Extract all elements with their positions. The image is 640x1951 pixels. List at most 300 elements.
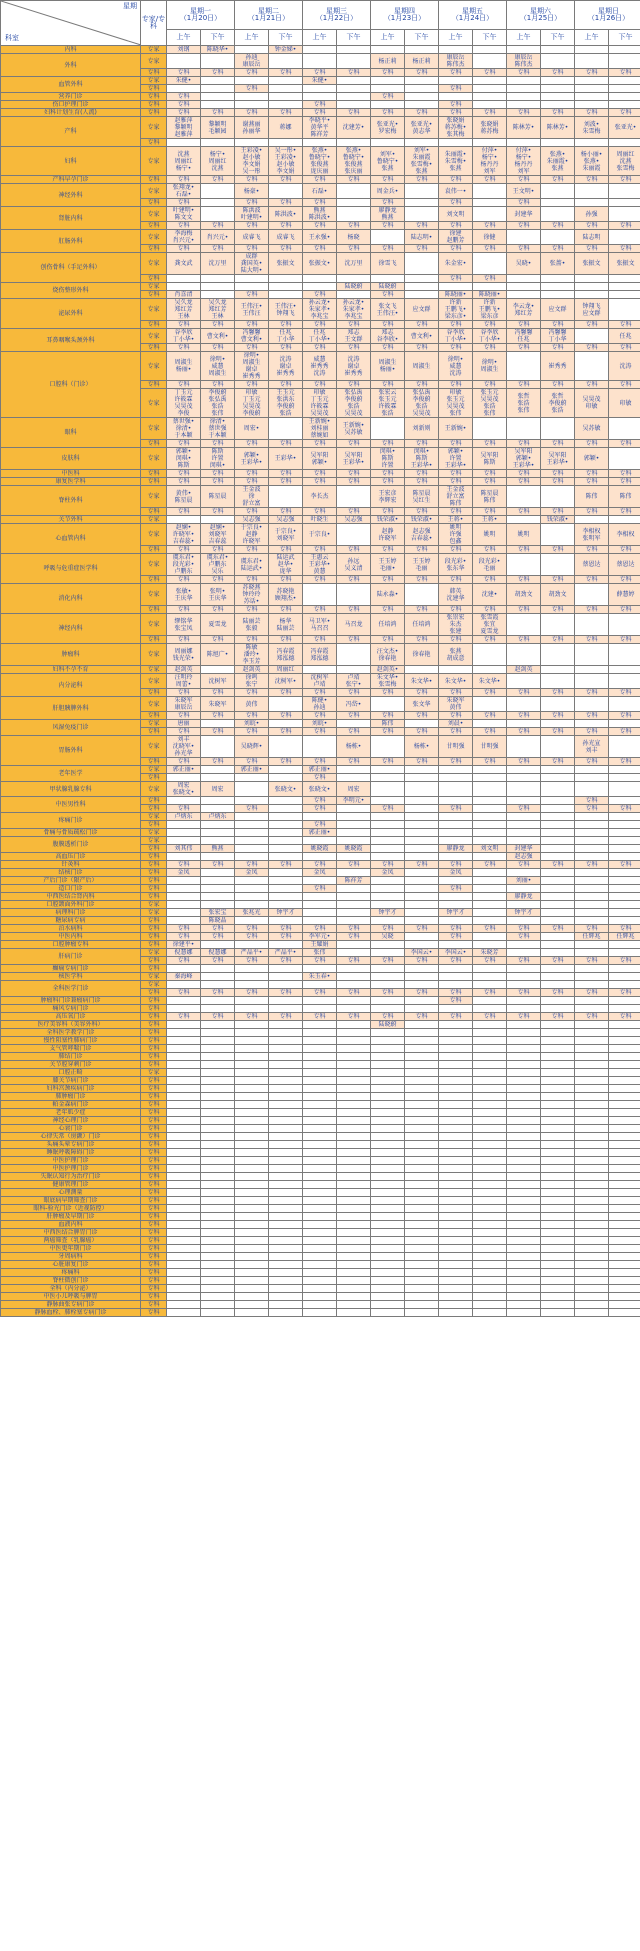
schedule-cell — [609, 1101, 640, 1109]
schedule-cell — [371, 845, 405, 853]
department-cell: 心衰门诊 — [1, 1125, 141, 1133]
schedule-cell — [303, 813, 337, 821]
schedule-cell — [609, 901, 640, 909]
schedule-cell: 专科 — [405, 440, 439, 448]
schedule-cell — [609, 1149, 640, 1157]
schedule-cell: 专科 — [235, 606, 269, 614]
schedule-cell — [473, 973, 507, 981]
table-row — [1, 101, 640, 109]
schedule-cell — [541, 1157, 575, 1165]
schedule-cell — [337, 1205, 371, 1213]
department-cell: 脊柱外科 — [1, 486, 141, 516]
pm-header: 下午 — [337, 30, 371, 46]
schedule-cell: 徐春艳 — [405, 644, 439, 666]
schedule-cell: 钱荣淑• — [405, 516, 439, 524]
schedule-cell — [541, 1077, 575, 1085]
schedule-cell — [371, 885, 405, 893]
schedule-cell — [405, 1061, 439, 1069]
schedule-cell: 冯岱• — [337, 697, 371, 712]
schedule-cell — [541, 1293, 575, 1301]
clinic-type-cell: 专科 — [141, 1157, 167, 1165]
schedule-cell: 专科 — [473, 989, 507, 997]
schedule-cell: 专科 — [303, 576, 337, 584]
schedule-cell — [575, 77, 609, 85]
clinic-type-cell: 专家 — [141, 644, 167, 666]
schedule-cell — [541, 1245, 575, 1253]
schedule-cell — [507, 1069, 541, 1077]
schedule-cell — [167, 821, 201, 829]
schedule-cell — [167, 1117, 201, 1125]
schedule-cell — [439, 837, 473, 845]
schedule-cell — [269, 901, 303, 909]
schedule-cell — [371, 1221, 405, 1229]
table-row — [1, 981, 640, 989]
schedule-cell — [507, 1309, 541, 1317]
clinic-type-cell: 专家 — [141, 77, 167, 85]
schedule-cell — [541, 1117, 575, 1125]
schedule-cell — [507, 77, 541, 85]
schedule-cell: 严晶平• — [235, 949, 269, 957]
schedule-cell — [269, 720, 303, 728]
schedule-cell: 专科 — [507, 321, 541, 329]
schedule-cell — [405, 1157, 439, 1165]
schedule-cell — [507, 1037, 541, 1045]
schedule-cell — [303, 1029, 337, 1037]
table-row — [1, 77, 640, 85]
schedule-cell — [303, 1045, 337, 1053]
schedule-cell: 孙强 — [575, 207, 609, 222]
schedule-cell — [167, 85, 201, 93]
schedule-cell: 专科 — [609, 546, 640, 554]
schedule-cell: 专科 — [575, 109, 609, 117]
schedule-cell: 杨正莉 — [371, 54, 405, 69]
schedule-cell: 姚明 — [507, 524, 541, 546]
schedule-cell — [235, 1165, 269, 1173]
schedule-cell: 专科 — [473, 689, 507, 697]
schedule-cell — [405, 253, 439, 275]
schedule-cell — [507, 837, 541, 845]
schedule-cell — [337, 1077, 371, 1085]
schedule-cell — [575, 1285, 609, 1293]
schedule-cell — [167, 283, 201, 291]
schedule-cell — [405, 933, 439, 941]
table-row — [1, 909, 640, 917]
schedule-cell — [269, 1061, 303, 1069]
department-cell: 肝胆胰脾外科 — [1, 697, 141, 720]
schedule-cell — [201, 1021, 235, 1029]
schedule-cell — [439, 139, 473, 147]
day-header — [507, 1, 575, 30]
schedule-cell — [507, 418, 541, 440]
schedule-cell — [507, 486, 541, 508]
schedule-cell — [609, 184, 640, 199]
department-cell: 胃肠外科 — [1, 736, 141, 766]
schedule-cell — [439, 901, 473, 909]
schedule-cell: 专科 — [405, 69, 439, 77]
schedule-cell: 专科 — [541, 957, 575, 965]
schedule-cell: 王玉婷 毛丽 — [405, 554, 439, 576]
schedule-cell — [507, 1237, 541, 1245]
schedule-cell: 专科 — [609, 606, 640, 614]
schedule-cell — [507, 813, 541, 821]
clinic-type-cell: 专科 — [141, 576, 167, 584]
schedule-cell — [201, 1157, 235, 1165]
schedule-cell: 专科 — [507, 222, 541, 230]
schedule-cell: 肖喜清 — [167, 291, 201, 299]
schedule-cell: 专科 — [269, 546, 303, 554]
schedule-cell — [541, 1149, 575, 1157]
schedule-cell — [371, 46, 405, 54]
schedule-cell — [167, 1069, 201, 1077]
schedule-cell: 专科 — [235, 478, 269, 486]
schedule-cell — [235, 821, 269, 829]
table-row — [1, 1173, 640, 1181]
schedule-cell — [201, 85, 235, 93]
table-row — [1, 554, 640, 576]
schedule-cell — [473, 1045, 507, 1053]
clinic-type-cell: 专科 — [141, 712, 167, 720]
schedule-cell — [473, 821, 507, 829]
schedule-cell: 专科 — [235, 576, 269, 584]
schedule-cell — [541, 949, 575, 957]
schedule-cell: 冯馨馨 曹文利• — [235, 329, 269, 344]
schedule-cell — [371, 1245, 405, 1253]
schedule-cell — [473, 85, 507, 93]
schedule-cell — [201, 1253, 235, 1261]
schedule-cell — [371, 1301, 405, 1309]
schedule-cell — [201, 736, 235, 758]
schedule-cell: 徐健 — [473, 230, 507, 245]
schedule-cell — [269, 275, 303, 283]
clinic-type-cell: 专科 — [141, 1301, 167, 1309]
schedule-cell — [575, 1277, 609, 1285]
schedule-cell — [609, 1141, 640, 1149]
table-row — [1, 1013, 640, 1021]
schedule-cell — [269, 1197, 303, 1205]
schedule-cell: 孙云龙• 朱家孝• 李兆宝 — [303, 299, 337, 321]
schedule-cell — [337, 93, 371, 101]
schedule-cell: 专科 — [609, 1013, 640, 1021]
schedule-cell — [337, 1021, 371, 1029]
schedule-cell: 专科 — [167, 199, 201, 207]
schedule-cell — [609, 813, 640, 821]
department-cell: 皮肤科 — [1, 448, 141, 470]
clinic-type-cell: 专科 — [141, 1109, 167, 1117]
schedule-cell — [473, 1077, 507, 1085]
schedule-cell — [371, 837, 405, 845]
schedule-cell — [439, 1037, 473, 1045]
clinic-type-cell: 专科 — [141, 636, 167, 644]
schedule-cell: 吴晓辉• — [235, 736, 269, 758]
schedule-cell: 专科 — [201, 728, 235, 736]
table-row — [1, 1093, 640, 1101]
department-cell: 全科医学教学门诊 — [1, 1029, 141, 1037]
schedule-cell: 专科 — [337, 440, 371, 448]
schedule-cell: 叶建明• 陈文文 — [167, 207, 201, 222]
schedule-cell — [167, 797, 201, 805]
schedule-cell — [575, 1245, 609, 1253]
schedule-cell: 专科 — [337, 636, 371, 644]
schedule-cell — [371, 829, 405, 837]
schedule-cell: 专科 — [235, 440, 269, 448]
schedule-cell — [337, 1053, 371, 1061]
schedule-cell — [235, 1205, 269, 1213]
clinic-type-cell: 专家 — [141, 184, 167, 199]
clinic-type-cell: 专家 — [141, 614, 167, 636]
schedule-cell — [405, 1101, 439, 1109]
schedule-cell: 李军元• — [303, 933, 337, 941]
schedule-cell: 冯春霞 郑泓德 — [269, 644, 303, 666]
schedule-cell — [473, 1157, 507, 1165]
department-cell: 妇科不孕不育 — [1, 666, 141, 674]
schedule-cell — [473, 644, 507, 666]
schedule-cell: 专科 — [269, 508, 303, 516]
schedule-cell — [609, 666, 640, 674]
schedule-cell: 专科 — [235, 508, 269, 516]
schedule-cell: 专科 — [575, 576, 609, 584]
schedule-cell — [541, 821, 575, 829]
schedule-cell: 郭正丽• — [303, 766, 337, 774]
schedule-cell: 专科 — [473, 69, 507, 77]
schedule-cell: 专科 — [201, 689, 235, 697]
schedule-cell: 专科 — [439, 576, 473, 584]
schedule-cell — [167, 1261, 201, 1269]
schedule-cell: 专科 — [541, 758, 575, 766]
schedule-cell — [541, 199, 575, 207]
table-row — [1, 329, 640, 344]
department-cell: 腹膜透析门诊 — [1, 837, 141, 853]
schedule-cell: 专科 — [337, 689, 371, 697]
schedule-cell: 钟宇才 — [439, 909, 473, 917]
schedule-cell: 刘其伟 — [167, 845, 201, 853]
schedule-cell: 专科 — [269, 478, 303, 486]
day-date: （1月20日） — [179, 14, 222, 23]
schedule-cell — [269, 1285, 303, 1293]
schedule-cell — [371, 1237, 405, 1245]
schedule-cell: 成睿飞 — [235, 230, 269, 245]
clinic-type-cell: 专家 — [141, 949, 167, 957]
schedule-cell: 曹文利• — [201, 329, 235, 344]
schedule-cell — [235, 981, 269, 989]
schedule-cell — [201, 1093, 235, 1101]
schedule-cell: 专科 — [201, 344, 235, 352]
table-row — [1, 524, 640, 546]
schedule-cell — [201, 93, 235, 101]
schedule-cell: 任辉兆 — [609, 933, 640, 941]
schedule-cell — [269, 1261, 303, 1269]
schedule-cell — [609, 1293, 640, 1301]
schedule-cell — [201, 1229, 235, 1237]
schedule-cell: 专科 — [337, 478, 371, 486]
schedule-cell: 王宏彦 李辉宏 — [371, 486, 405, 508]
table-row — [1, 853, 640, 861]
schedule-cell — [167, 275, 201, 283]
schedule-cell — [507, 283, 541, 291]
schedule-cell: 专科 — [507, 636, 541, 644]
schedule-cell — [371, 1293, 405, 1301]
clinic-type-cell: 专家 — [141, 1069, 167, 1077]
schedule-cell — [337, 1101, 371, 1109]
schedule-cell — [541, 1229, 575, 1237]
department-cell: 两癌筛查（乳腺癌） — [1, 1237, 141, 1245]
table-row — [1, 1213, 640, 1221]
schedule-cell — [473, 1037, 507, 1045]
clinic-type-cell: 专科 — [141, 85, 167, 93]
day-date: （1月21日） — [247, 14, 290, 23]
schedule-cell: 王玉元 张洪东 李俊蔚 张浩 — [269, 389, 303, 418]
schedule-cell — [439, 766, 473, 774]
schedule-cell — [575, 1149, 609, 1157]
schedule-cell — [575, 46, 609, 54]
schedule-cell: 专科 — [201, 69, 235, 77]
schedule-cell — [167, 516, 201, 524]
schedule-cell — [609, 869, 640, 877]
schedule-cell: 于宗良• 赵静 许晓军 — [235, 524, 269, 546]
schedule-cell: 专科 — [167, 344, 201, 352]
schedule-cell: 甘明强 — [439, 736, 473, 758]
schedule-cell — [507, 1261, 541, 1269]
schedule-cell — [337, 1173, 371, 1181]
department-cell: 泊水病科 — [1, 925, 141, 933]
schedule-cell — [473, 782, 507, 797]
schedule-cell — [507, 1165, 541, 1173]
schedule-cell: 张燕 胡成意 — [439, 644, 473, 666]
department-cell: 甲状腺乳腺专科 — [1, 782, 141, 797]
department-cell: 眼底病早期筛查门诊 — [1, 1197, 141, 1205]
schedule-cell: 姚晓霞 — [337, 845, 371, 853]
schedule-cell — [371, 1285, 405, 1293]
schedule-cell — [269, 1053, 303, 1061]
schedule-cell: 专科 — [439, 69, 473, 77]
schedule-cell: 陈星晨 陈伟 — [473, 486, 507, 508]
schedule-cell: 虞东君• 陆运武• — [235, 554, 269, 576]
schedule-cell: 专科 — [303, 199, 337, 207]
schedule-cell: 专科 — [439, 275, 473, 283]
day-header — [439, 1, 507, 30]
schedule-cell — [439, 1173, 473, 1181]
schedule-cell: 王彩凌• 赵小敏 李文娟 吴一彤 — [235, 147, 269, 176]
schedule-cell — [541, 524, 575, 546]
schedule-cell — [201, 1197, 235, 1205]
schedule-cell — [303, 1277, 337, 1285]
clinic-type-cell: 专科 — [141, 774, 167, 782]
schedule-cell: 专科 — [405, 636, 439, 644]
schedule-cell — [201, 837, 235, 845]
schedule-cell — [609, 54, 640, 69]
schedule-cell: 沈建芳• — [337, 117, 371, 139]
schedule-cell — [575, 291, 609, 299]
schedule-cell — [541, 1189, 575, 1197]
schedule-cell — [473, 885, 507, 893]
schedule-cell — [473, 1237, 507, 1245]
schedule-cell — [405, 885, 439, 893]
clinic-type-cell: 专科 — [141, 245, 167, 253]
table-row — [1, 901, 640, 909]
schedule-cell: 专科 — [201, 925, 235, 933]
schedule-cell — [235, 1085, 269, 1093]
schedule-cell — [405, 837, 439, 845]
schedule-cell — [609, 1109, 640, 1117]
schedule-cell — [473, 1269, 507, 1277]
schedule-cell: 专科 — [235, 636, 269, 644]
schedule-cell: 专科 — [439, 109, 473, 117]
schedule-cell — [201, 797, 235, 805]
schedule-cell: 徐明• 威慧 周淑生 — [201, 352, 235, 381]
schedule-cell: 王永强• — [303, 230, 337, 245]
schedule-cell — [473, 1301, 507, 1309]
schedule-cell: 汪明玲 周蕾• — [167, 674, 201, 689]
department-cell: 伤口护理门诊 — [1, 101, 141, 109]
schedule-cell — [235, 829, 269, 837]
schedule-cell: 专科 — [473, 470, 507, 478]
schedule-cell — [371, 917, 405, 925]
schedule-cell: 金凤 — [371, 869, 405, 877]
schedule-cell: 专科 — [405, 245, 439, 253]
schedule-cell — [167, 1173, 201, 1181]
schedule-cell — [167, 837, 201, 845]
schedule-cell — [201, 1213, 235, 1221]
schedule-cell — [235, 283, 269, 291]
schedule-cell — [609, 736, 640, 758]
am-header: 上午 — [303, 30, 337, 46]
schedule-cell — [507, 554, 541, 576]
schedule-cell: 专科 — [405, 176, 439, 184]
schedule-cell: 吴晓• — [507, 253, 541, 275]
department-cell: 呼吸与危重症医学科 — [1, 554, 141, 584]
schedule-cell — [371, 782, 405, 797]
table-row — [1, 1237, 640, 1245]
schedule-cell — [167, 1197, 201, 1205]
schedule-cell — [439, 1125, 473, 1133]
schedule-cell: 刘晨• — [439, 720, 473, 728]
schedule-cell — [235, 997, 269, 1005]
clinic-type-cell: 专科 — [141, 1125, 167, 1133]
schedule-cell: 王金波 徐 舒立富 — [235, 486, 269, 508]
schedule-cell: 韩英 沈建华 — [439, 584, 473, 606]
schedule-cell: 专科 — [473, 344, 507, 352]
schedule-cell: 专科 — [575, 478, 609, 486]
schedule-cell — [439, 973, 473, 981]
schedule-cell: 专科 — [371, 321, 405, 329]
schedule-cell — [575, 1221, 609, 1229]
schedule-cell: 闵琪• 陈斯 王彩华• — [405, 448, 439, 470]
schedule-cell — [541, 885, 575, 893]
schedule-cell — [609, 101, 640, 109]
department-cell: 妇科计划生育(人流) — [1, 109, 141, 117]
schedule-cell: 专科 — [473, 109, 507, 117]
department-cell: 高压氧门诊 — [1, 1013, 141, 1021]
schedule-cell — [201, 1173, 235, 1181]
schedule-cell: 专科 — [609, 176, 640, 184]
schedule-cell: 李海梅 肖兴元• — [167, 230, 201, 245]
schedule-cell — [235, 1053, 269, 1061]
schedule-cell — [473, 1149, 507, 1157]
clinic-type-cell: 专家 — [141, 352, 167, 381]
schedule-cell — [575, 199, 609, 207]
schedule-cell — [473, 1061, 507, 1069]
schedule-cell — [405, 1053, 439, 1061]
table-row — [1, 1101, 640, 1109]
schedule-cell: 赵剑英 — [235, 666, 269, 674]
schedule-cell: 专科 — [201, 245, 235, 253]
schedule-cell — [405, 821, 439, 829]
schedule-cell — [507, 93, 541, 101]
table-row — [1, 147, 640, 176]
schedule-cell: 专科 — [541, 176, 575, 184]
schedule-cell — [269, 821, 303, 829]
table-row — [1, 176, 640, 184]
schedule-cell — [269, 1077, 303, 1085]
